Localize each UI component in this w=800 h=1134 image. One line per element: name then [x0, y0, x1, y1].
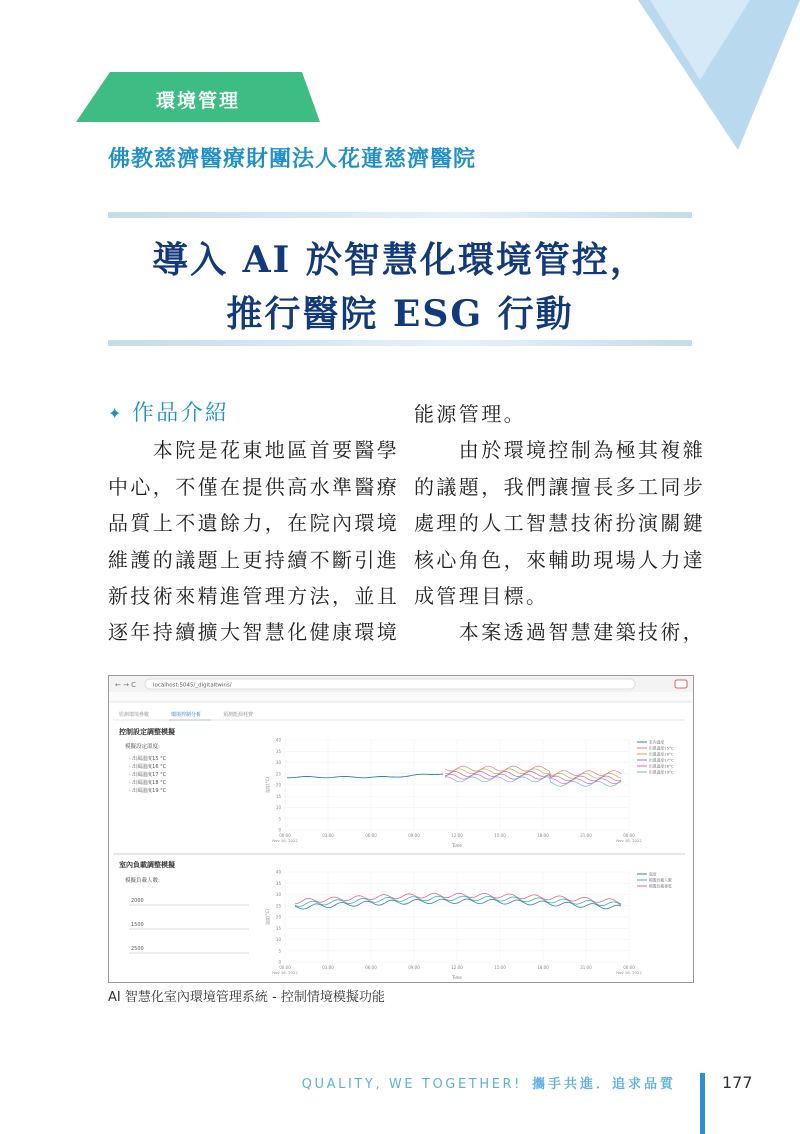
figure-caption: AI 智慧化室內環境管理系統 - 控制情境模擬功能 [108, 990, 385, 1005]
x-tick-label: 03:00 [322, 833, 334, 838]
back-icon: ← → C [115, 681, 137, 689]
chart-load-setting [264, 870, 672, 981]
y-tick-label: 30 [275, 892, 281, 897]
panel1-option: · 出風溫度17 °C [129, 772, 167, 778]
panel2-value: 1500 [131, 922, 144, 928]
legend-entry: 模擬負載人數 [649, 877, 672, 883]
title-line-1: 導入 AI 於智慧化環境管控， [152, 239, 648, 281]
organization-name: 佛教慈濟醫療財團法人花蓮慈濟醫院 [108, 147, 477, 172]
panel1-option: · 出風溫度18 °C [129, 780, 167, 786]
system-screenshot [108, 675, 694, 983]
y-tick-label: 20 [275, 914, 281, 920]
y-axis-label: 溫度(°C) [265, 909, 270, 925]
corner-decoration [630, 0, 800, 150]
panel2-title: 室內負載調整模擬 [119, 861, 175, 869]
y-axis-label: 溫度(°C) [265, 777, 270, 793]
body-line: 新技術來精進管理方法，並且 [108, 584, 400, 609]
x-tick-label: 12:00 [451, 965, 463, 970]
browser-button [675, 680, 687, 688]
x-tick-label: 09:00 [408, 965, 420, 970]
section-tab-label: 環境管理 [156, 90, 241, 112]
x-axis-label: Time [452, 975, 462, 980]
x-end-label: Nov 18, 2022 [616, 838, 642, 843]
app-tab: 環境控制分析 [171, 712, 202, 718]
y-tick-label: 5 [278, 948, 281, 954]
body-line: 成管理目標。 [414, 584, 549, 609]
sparkle-icon: ✦ [108, 404, 124, 423]
y-tick-label: 35 [275, 880, 281, 886]
series-line [287, 774, 443, 778]
y-tick-label: 25 [275, 771, 281, 777]
screenshot-canvas [109, 676, 693, 982]
x-tick-label: 06:00 [365, 833, 377, 838]
y-tick-label: 0 [278, 827, 281, 833]
body-line: 核心角色，來輔助現場人力達 [414, 547, 706, 572]
intro-heading-text: 作品介紹 [131, 401, 230, 426]
body-line: 能源管理。 [414, 402, 526, 426]
x-tick-label: 21:00 [580, 833, 592, 838]
x-tick-label: 00:00 [623, 965, 635, 970]
bookmark-bar [109, 692, 693, 702]
body-line: 中心，不僅在提供高水準醫療 [108, 474, 400, 499]
app-tabs [119, 711, 254, 720]
y-tick-label: 10 [275, 937, 281, 942]
y-tick-label: 5 [278, 816, 281, 822]
body-line: 逐年持續擴大智慧化健康環境 [108, 620, 400, 645]
x-end-label: Nov 18, 2022 [616, 970, 642, 975]
body-column-left [108, 396, 399, 651]
title-rule-top [108, 212, 692, 218]
x-tick-label: 21:00 [580, 965, 592, 970]
panel1-label: 模擬設定溫度: [125, 744, 160, 750]
x-axis-label: Time [452, 843, 462, 848]
x-tick-label: 12:00 [451, 833, 463, 838]
app-tab: 監測環境參數 [119, 712, 150, 718]
panel2-value: 2500 [131, 946, 144, 952]
x-tick-label: 00:00 [279, 965, 291, 970]
body-line: 的議題，我們讓擅長多工同步 [414, 474, 706, 499]
y-tick-label: 15 [275, 793, 281, 799]
legend-entry: 出風溫度15°C [649, 745, 674, 751]
panel2-values [129, 898, 249, 953]
x-tick-label: 15:00 [494, 833, 506, 838]
panel1-option: · 出風溫度19 °C [129, 788, 167, 794]
page-number: 177 [722, 1073, 753, 1092]
legend-entry: 出風溫度18°C [649, 763, 674, 769]
x-start-label: Nov 16, 2022 [272, 970, 298, 975]
y-tick-label: 0 [278, 959, 281, 965]
panel1-options [129, 755, 167, 794]
y-tick-label: 25 [275, 903, 281, 909]
y-tick-label: 35 [275, 748, 281, 754]
body-line: 維護的議題上更持續不斷引進 [108, 547, 400, 572]
y-tick-label: 40 [275, 869, 281, 875]
x-tick-label: 18:00 [537, 965, 549, 970]
x-tick-label: 00:00 [623, 833, 635, 838]
title-line-2: 推行醫院 ESG 行動 [226, 293, 574, 335]
legend-entry: 室內溫度 [649, 739, 665, 745]
panel2-label: 模擬負載人數: [125, 878, 160, 884]
legend-entry: 出風溫度16°C [649, 751, 674, 757]
footer-slogan-zh: 攜手共進．追求品質 [531, 1077, 676, 1092]
title-rule-bottom [108, 340, 692, 346]
x-start-label: Nov 16, 2022 [272, 838, 298, 843]
body-line: 本院是花東地區首要醫學 [108, 438, 400, 463]
body-line: 品質上不遺餘力，在院內環境 [108, 511, 400, 536]
legend-entry: 出風溫度19°C [649, 769, 674, 775]
section-tab [76, 72, 320, 122]
y-tick-label: 15 [275, 925, 281, 931]
x-tick-label: 15:00 [494, 965, 506, 970]
body-line: 本案透過智慧建築技術， [414, 620, 706, 645]
intro-heading [108, 396, 399, 432]
x-tick-label: 09:00 [408, 833, 420, 838]
chart-control-setting [264, 738, 674, 849]
app-tab: 預測能源耗費 [223, 712, 254, 718]
y-tick-label: 40 [275, 737, 281, 743]
body-column-right [414, 396, 705, 651]
panel1-option: · 出風溫度16 °C [129, 764, 167, 770]
panel1-option: · 出風溫度15 °C [129, 756, 167, 762]
x-tick-label: 00:00 [279, 833, 291, 838]
legend-entry: 出風溫度17°C [649, 757, 674, 763]
footer-slogan [302, 1073, 676, 1092]
footer-slogan-en: QUALITY, WE TOGETHER! [301, 1077, 522, 1092]
page-bar [700, 1073, 705, 1134]
body-line: 處理的人工智慧技術扮演關鍵 [414, 511, 706, 536]
y-tick-label: 10 [275, 805, 281, 810]
series-line [445, 766, 621, 775]
body-line: 由於環境控制為極其複雜 [414, 438, 706, 463]
address-text: localhost:5045/_digitaltwins/ [153, 682, 232, 689]
y-tick-label: 30 [275, 760, 281, 765]
x-tick-label: 18:00 [537, 833, 549, 838]
legend-entry: 模擬負載發電 [649, 883, 672, 889]
x-tick-label: 06:00 [365, 965, 377, 970]
panel2-value: 2000 [131, 898, 144, 904]
x-tick-label: 03:00 [322, 965, 334, 970]
panel1-title: 控制設定調整模擬 [119, 728, 175, 736]
y-tick-label: 20 [275, 782, 281, 788]
legend-entry: 溫度 [649, 871, 657, 877]
